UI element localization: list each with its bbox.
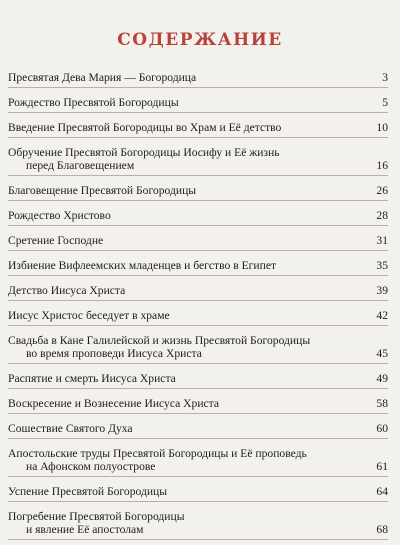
toc-entry bbox=[8, 68, 388, 88]
toc-entry bbox=[8, 419, 388, 439]
toc-entry-page-number: 3 bbox=[382, 71, 388, 84]
toc-entry bbox=[8, 482, 388, 502]
toc-entry-title: Сошествие Святого Духа bbox=[8, 422, 133, 435]
toc-entry-page-number: 35 bbox=[376, 259, 388, 272]
toc-entry-page-number: 64 bbox=[376, 485, 388, 498]
toc-entry-page-number: 61 bbox=[376, 460, 388, 473]
toc-entry-title: Пресвятая Дева Мария — Богородица bbox=[8, 71, 197, 84]
toc-entry bbox=[8, 394, 388, 414]
toc-entry bbox=[8, 306, 388, 326]
toc-entry-page-number: 39 bbox=[376, 284, 388, 297]
toc-entry-title: Рождество Христово bbox=[8, 209, 111, 222]
toc-entry-page-number: 58 bbox=[376, 397, 388, 410]
toc-entry-page-number: 5 bbox=[382, 96, 388, 109]
toc-entry-page-number: 42 bbox=[376, 309, 388, 322]
toc-entry-title: Успение Пресвятой Богородицы bbox=[8, 485, 168, 498]
toc-entry-page-number: 28 bbox=[376, 209, 388, 222]
toc-entry-page-number: 68 bbox=[376, 523, 388, 536]
toc-entry-title: Свадьба в Кане Галилейской и жизнь Пресвятой Богородицы bbox=[8, 334, 311, 347]
toc-entry bbox=[8, 444, 388, 477]
toc-entry-page-number: 16 bbox=[376, 159, 388, 172]
toc-entry bbox=[8, 256, 388, 276]
toc-entry-title: Детство Иисуса Христа bbox=[8, 284, 126, 297]
toc-entry-title: Введение Пресвятой Богородицы во Храм и Её детство bbox=[8, 121, 282, 134]
toc-entry-page-number: 31 bbox=[376, 234, 388, 247]
page-title: СОДЕРЖАНИЕ bbox=[117, 30, 283, 50]
toc-entry bbox=[8, 93, 388, 113]
toc-entry-title: Сретение Господне bbox=[8, 234, 104, 247]
toc-entry-title: Воскресение и Вознесение Иисуса Христа bbox=[8, 397, 220, 410]
toc-entry bbox=[8, 331, 388, 364]
toc-entry bbox=[8, 206, 388, 226]
toc-entry-page-number: 26 bbox=[376, 184, 388, 197]
toc-entry-title-continuation: на Афонском полуострове bbox=[26, 460, 156, 473]
toc-entry-title: Обручение Пресвятой Богородицы Иосифу и Её жизнь bbox=[8, 146, 280, 159]
toc-entry bbox=[8, 281, 388, 301]
toc-entry-page-number: 10 bbox=[376, 121, 388, 134]
toc-entry-title: Избиение Вифлеемских младенцев и бегство в Египет bbox=[8, 259, 277, 272]
toc-entry-title: Иисус Христос беседует в храме bbox=[8, 309, 170, 322]
toc-entry-title: Распятие и смерть Иисуса Христа bbox=[8, 372, 176, 385]
toc-entry-page-number: 45 bbox=[376, 347, 388, 360]
toc-entry bbox=[8, 118, 388, 138]
table-of-contents bbox=[8, 68, 388, 545]
toc-entry-title-continuation: и явление Её апостолам bbox=[26, 523, 144, 536]
toc-entry-title: Погребение Пресвятой Богородицы bbox=[8, 510, 185, 523]
toc-entry-title: Рождество Пресвятой Богородицы bbox=[8, 96, 179, 109]
toc-entry-page-number: 60 bbox=[376, 422, 388, 435]
toc-entry bbox=[8, 143, 388, 176]
toc-entry-page-number: 49 bbox=[376, 372, 388, 385]
toc-entry-title: Благовещение Пресвятой Богородицы bbox=[8, 184, 197, 197]
toc-entry-title-continuation: во время проповеди Иисуса Христа bbox=[26, 347, 202, 360]
toc-entry-title-continuation: перед Благовещением bbox=[26, 159, 135, 172]
toc-entry bbox=[8, 231, 388, 251]
toc-entry bbox=[8, 181, 388, 201]
toc-entry-title: Апостольские труды Пресвятой Богородицы и Её проповедь bbox=[8, 447, 307, 460]
toc-entry bbox=[8, 369, 388, 389]
toc-entry bbox=[8, 507, 388, 540]
